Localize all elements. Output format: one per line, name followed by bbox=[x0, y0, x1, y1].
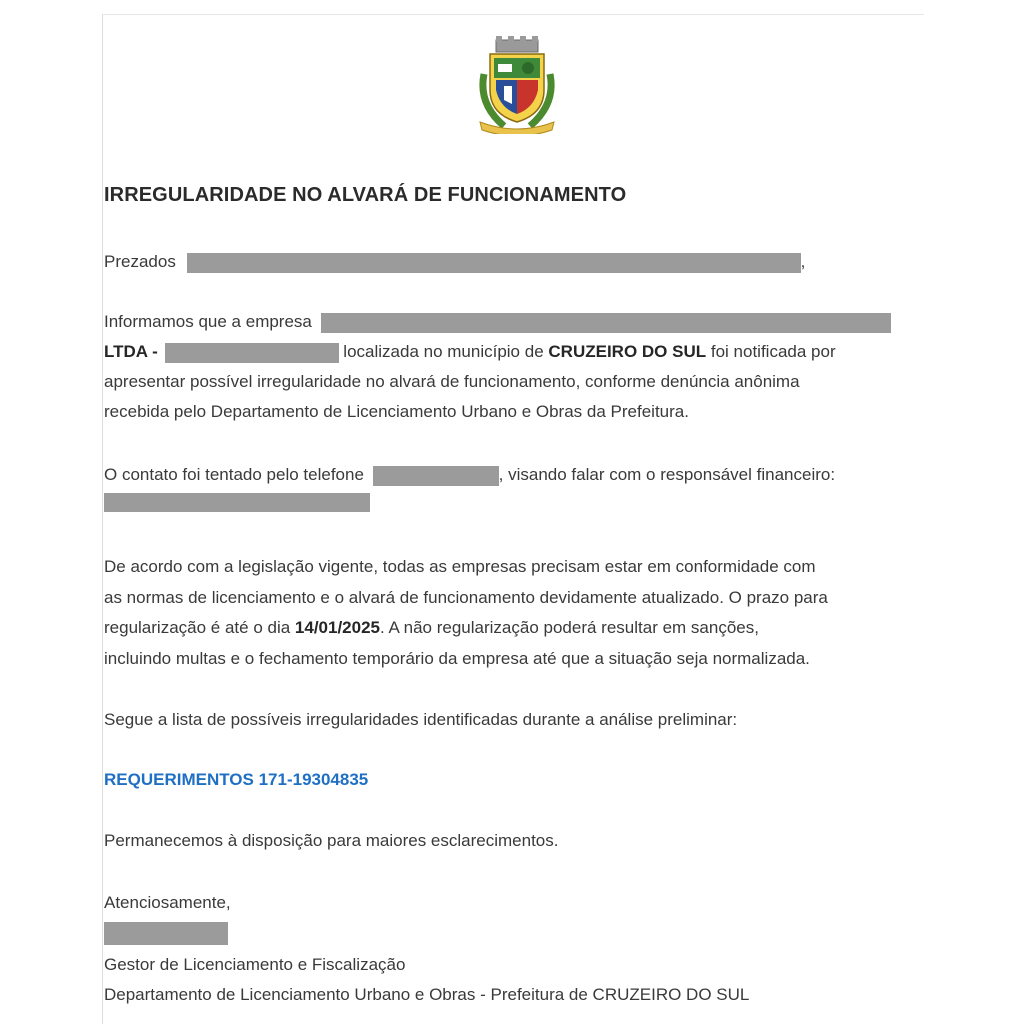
redacted-signer-name bbox=[104, 922, 228, 945]
para1-location-text: localizada no município de bbox=[343, 342, 544, 361]
signoff-line: Atenciosamente, bbox=[104, 893, 231, 912]
signature-department: Departamento de Licenciamento Urbano e Obras - Prefeitura de CRUZEIRO DO SUL bbox=[104, 985, 750, 1004]
closing-line: Permanecemos à disposição para maiores esclarecimentos. bbox=[104, 831, 559, 850]
requerimentos-link[interactable]: REQUERIMENTOS 171-19304835 bbox=[104, 770, 369, 789]
para1-notified-text: foi notificada por bbox=[710, 342, 836, 361]
para2-line1 bbox=[104, 460, 835, 490]
redacted-phone-number bbox=[373, 466, 499, 486]
greeting-line bbox=[104, 247, 805, 277]
redacted-company-id bbox=[165, 343, 339, 363]
para1-intro: Informamos que a empresa bbox=[104, 312, 312, 331]
para3-line2: as normas de licenciamento e o alvará de funcionamento devidamente atualizado. O prazo para bbox=[104, 588, 828, 607]
para3-line3 bbox=[104, 613, 759, 643]
greeting-suffix: , bbox=[800, 252, 806, 271]
city-name: CRUZEIRO DO SUL bbox=[548, 342, 707, 361]
company-suffix: LTDA - bbox=[104, 342, 158, 361]
para3-line4: incluindo multas e o fechamento temporário da empresa até que a situação seja normalizada. bbox=[104, 649, 810, 668]
email-title: IRREGULARIDADE NO ALVARÁ DE FUNCIONAMENTO bbox=[104, 184, 627, 206]
para1-line1 bbox=[104, 307, 891, 337]
greeting-prefix: Prezados bbox=[104, 252, 176, 271]
deadline-date: 14/01/2025 bbox=[294, 618, 381, 637]
redacted-responsible-name bbox=[104, 493, 370, 512]
municipal-coat-of-arms-icon bbox=[474, 34, 560, 134]
para3-deadline-intro: regularização é até o dia bbox=[104, 618, 291, 637]
redacted-company-name bbox=[321, 313, 891, 333]
para1-line4: recebida pelo Departamento de Licenciamento Urbano e Obras da Prefeitura. bbox=[104, 402, 689, 421]
para3-sanctions-text: . A não regularização poderá resultar em sanções, bbox=[380, 618, 759, 637]
email-body-frame bbox=[102, 14, 924, 1024]
para3-line1: De acordo com a legislação vigente, todas as empresas precisam estar em conformidade com bbox=[104, 557, 816, 576]
signature-role: Gestor de Licenciamento e Fiscalização bbox=[104, 955, 406, 974]
para1-line2 bbox=[104, 337, 836, 367]
para1-line3: apresentar possível irregularidade no alvará de funcionamento, conforme denúncia anônima bbox=[104, 372, 800, 391]
redacted-recipient-name bbox=[187, 253, 801, 273]
para2-suffix: , visando falar com o responsável financeiro: bbox=[498, 465, 836, 484]
para4-line: Segue a lista de possíveis irregularidades identificadas durante a análise preliminar: bbox=[104, 710, 738, 729]
para2-prefix: O contato foi tentado pelo telefone bbox=[104, 465, 364, 484]
